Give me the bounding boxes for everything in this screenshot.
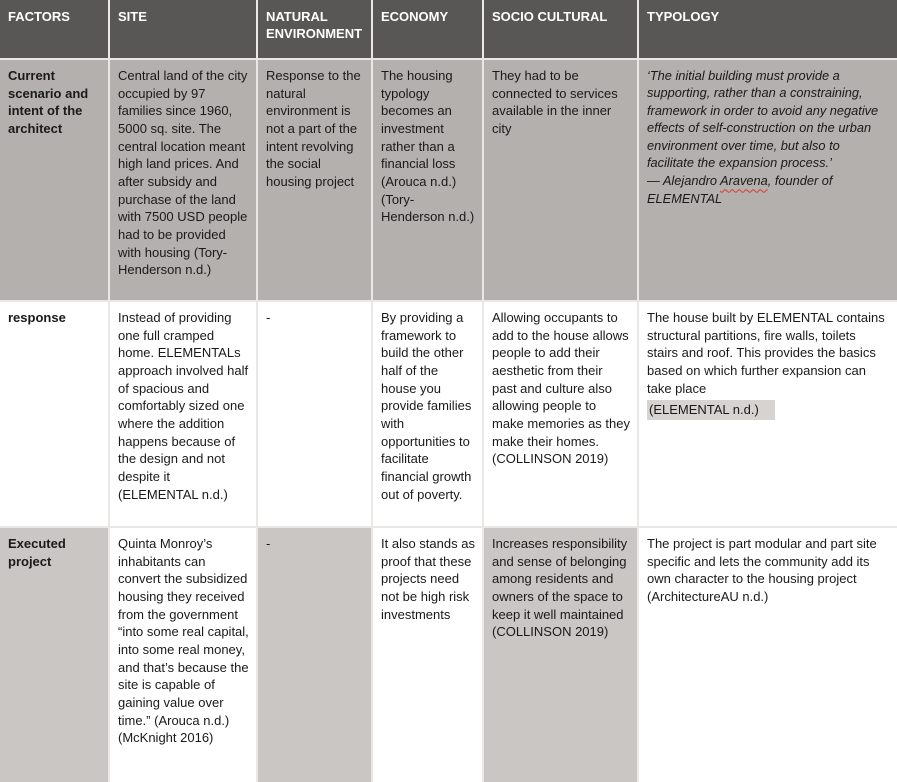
- cell-executed-typology: The project is part modular and part site specific and lets the community add its own character to the housing project (ArchitectureAU n.d.): [639, 528, 897, 782]
- row-label-executed-project: Executed project: [0, 528, 108, 782]
- column-header-natural-environment: NATURAL ENVIRONMENT: [258, 0, 371, 58]
- cell-executed-economy: It also stands as proof that these projects need not be high risk investments: [373, 528, 482, 782]
- cell-response-natural-environment: -: [258, 302, 371, 526]
- column-header-economy: ECONOMY: [373, 0, 482, 58]
- column-header-socio-cultural: SOCIO CULTURAL: [484, 0, 637, 58]
- column-header-site: SITE: [110, 0, 256, 58]
- row-label-current-scenario: Current scenario and intent of the architect: [0, 60, 108, 300]
- cell-current-typology: [639, 60, 897, 300]
- citation-line: [647, 397, 890, 420]
- typology-response-text: The house built by ELEMENTAL contains structural partitions, fire walls, toilets stairs and roof. This provides the basics based on which further expansion can take place: [647, 310, 885, 396]
- cell-response-site: Instead of providing one full cramped home. ELEMENTALs approach involved half of spacious and comfortably sized one where the addition happens because of the design and not despite it (ELEMENTAL n.d.): [110, 302, 256, 526]
- column-header-factors: FACTORS: [0, 0, 108, 58]
- misspelled-word: Aravena: [720, 173, 768, 189]
- attribution-suffix: , founder of ELEMENTAL: [647, 173, 833, 206]
- attribution-prefix: — Alejandro: [647, 173, 721, 189]
- cell-response-typology: [639, 302, 897, 526]
- cell-executed-natural-environment: -: [258, 528, 371, 782]
- cell-executed-socio-cultural: Increases responsibility and sense of belonging among residents and owners of the space to keep it well maintained (COLLINSON 2019): [484, 528, 637, 782]
- cell-executed-site: Quinta Monroy’s inhabitants can convert the subsidized housing they received from the government “into some real capital, into some real money, and that’s because the site is capable of gaining value over time.” (Arouca n.d.) (McKnight 2016): [110, 528, 256, 782]
- cell-current-economy: The housing typology becomes an investment rather than a financial loss (Arouca n.d.) (Tory-Henderson n.d.): [373, 60, 482, 300]
- cell-response-economy: By providing a framework to build the other half of the house you provide families with opportunities to facilitate financial growth out of poverty.: [373, 302, 482, 526]
- cell-current-socio-cultural: They had to be connected to services available in the inner city: [484, 60, 637, 300]
- column-header-typology: TYPOLOGY: [639, 0, 897, 58]
- row-label-response: response: [0, 302, 108, 526]
- cell-response-socio-cultural: Allowing occupants to add to the house allows people to add their aesthetic from their past and culture also allowing people to make memories as they make their homes. (COLLINSON 2019): [484, 302, 637, 526]
- highlighted-citation: (ELEMENTAL n.d.): [647, 400, 775, 420]
- cell-current-natural-environment: Response to the natural environment is not a part of the intent revolving the social housing project: [258, 60, 371, 300]
- quote-attribution: [647, 172, 890, 207]
- cell-current-site: Central land of the city occupied by 97 families since 1960, 5000 sq. site. The central location meant high land prices. And after subsidy and purchase of the land with 7500 USD people had to be provided with housing (Tory-Henderson n.d.): [110, 60, 256, 300]
- architect-quote: ‘The initial building must provide a supporting, rather than a constraining, framework in order to avoid any negative effects of self-construction on the urban environment over time, but also to facilitate the expansion process.’: [647, 68, 879, 170]
